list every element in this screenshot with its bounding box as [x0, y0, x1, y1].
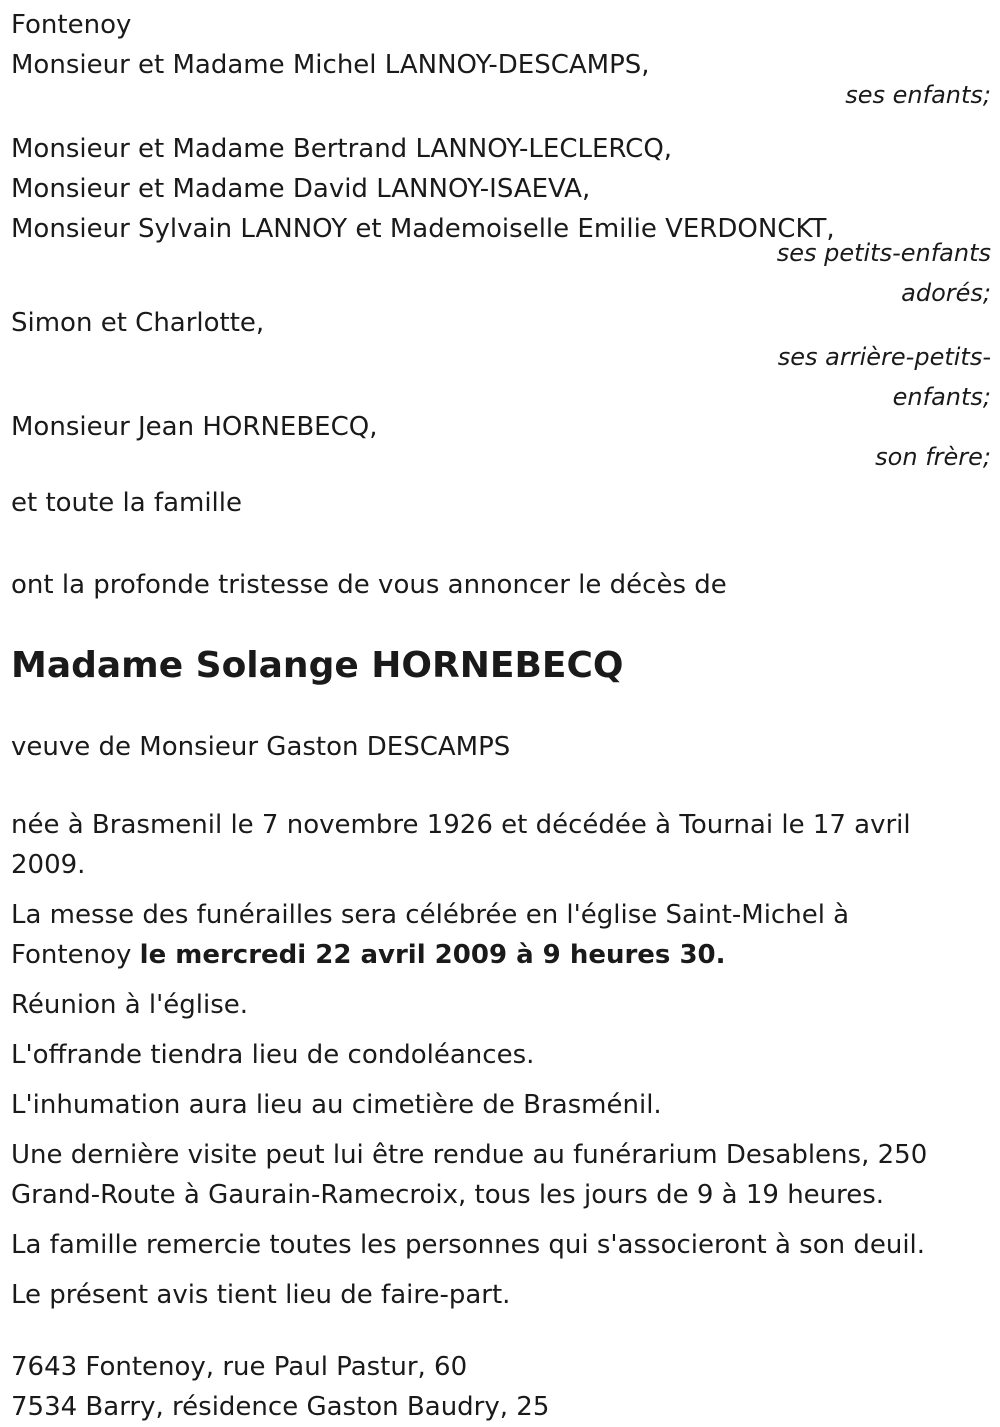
- header-place: Fontenoy: [11, 10, 132, 40]
- family-role: adorés;: [901, 279, 991, 307]
- obituary-notice: [11, 5, 991, 1427]
- meeting-info: Réunion à l'église.: [11, 990, 249, 1020]
- thanks-info: La famille remercie toutes les personnes qui s'associeront à son deuil.: [11, 1230, 926, 1260]
- mass-date: le mercredi 22 avril 2009 à 9 heures 30.: [139, 940, 726, 970]
- family-name: Simon et Charlotte,: [11, 308, 265, 338]
- visit-line: Grand-Route à Gaurain-Ramecroix, tous les jours de 9 à 19 heures.: [11, 1180, 885, 1210]
- mass-line: La messe des funérailles sera célébrée en l'église Saint-Michel à: [11, 900, 850, 930]
- family-grandchildren: [11, 129, 991, 313]
- offering-info: L'offrande tiendra lieu de condoléances.: [11, 1040, 535, 1070]
- family-role: enfants;: [892, 383, 991, 411]
- family-brother: [11, 407, 991, 469]
- family-name: Monsieur et Madame Michel LANNOY-DESCAMPS,: [11, 50, 650, 80]
- family-role: ses petits-enfants: [776, 239, 991, 267]
- visit-line: Une dernière visite peut lui être rendue au funérarium Desablens, 250: [11, 1140, 928, 1170]
- family-role: son frère;: [875, 443, 991, 471]
- announcement: ont la profonde tristesse de vous annoncer le décès de: [11, 570, 727, 600]
- mass-line: [11, 935, 991, 975]
- birth-death: née à Brasmenil le 7 novembre 1926 et décédée à Tournai le 17 avril 2009.: [11, 810, 911, 880]
- address-line: 7643 Fontenoy, rue Paul Pastur, 60: [11, 1352, 468, 1382]
- address-line: 7534 Barry, résidence Gaston Baudry, 25: [11, 1392, 550, 1422]
- family-great-grandchildren: [11, 303, 991, 417]
- family-name: Monsieur et Madame David LANNOY-ISAEVA,: [11, 174, 591, 204]
- notice-info: Le présent avis tient lieu de faire-part.: [11, 1280, 511, 1310]
- widow-of: veuve de Monsieur Gaston DESCAMPS: [11, 732, 511, 762]
- deceased-name: Madame Solange HORNEBECQ: [11, 645, 624, 686]
- family-name: Monsieur Jean HORNEBECQ,: [11, 412, 378, 442]
- visit-info: [11, 1135, 991, 1215]
- mass-place: Fontenoy: [11, 940, 140, 970]
- family-rest: et toute la famille: [11, 488, 242, 518]
- family-children: [11, 45, 991, 107]
- burial-info: L'inhumation aura lieu au cimetière de Brasménil.: [11, 1090, 662, 1120]
- mass-info: [11, 895, 991, 975]
- family-name: Monsieur et Madame Bertrand LANNOY-LECLERCQ,: [11, 134, 673, 164]
- family-name: Monsieur Sylvain LANNOY et Mademoiselle Emilie VERDONCKT,: [11, 214, 835, 244]
- family-role: ses enfants;: [845, 81, 991, 109]
- addresses: [11, 1347, 991, 1427]
- family-role: ses arrière-petits-: [777, 343, 991, 371]
